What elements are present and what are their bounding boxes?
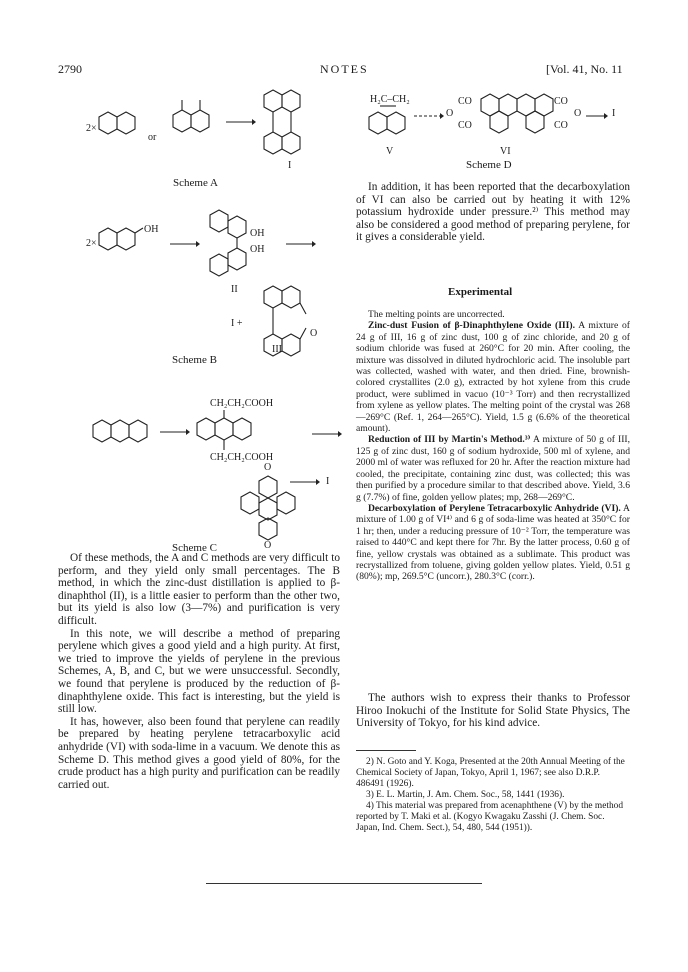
paragraph bbox=[356, 320, 630, 434]
oh-label-1: OH bbox=[250, 228, 265, 239]
ethylene-bridge-label: H₂C–CH₂ bbox=[370, 94, 410, 105]
paragraph: The authors wish to express their thanks to Professor Hiroo Inokuchi of the Institute for Solid State Physics, The University of Tokyo, for his kind advice. bbox=[356, 692, 630, 730]
oxygen-label: O bbox=[310, 328, 318, 339]
scheme-b-coefficient: 2× bbox=[86, 238, 97, 249]
paragraph bbox=[356, 434, 630, 502]
dashed-arrow bbox=[414, 112, 444, 120]
acknowledgement bbox=[356, 692, 630, 730]
carbonyl-label: CO bbox=[554, 96, 568, 107]
paragraph-title: Zinc-dust Fusion of β-Dinaphthylene Oxide (III). bbox=[368, 320, 575, 332]
diiodonaphthalene-structure bbox=[172, 96, 216, 140]
scheme-d-product: I bbox=[612, 108, 616, 119]
paragraph-body: A mixture of 50 g of III, 125 g of zinc dust, 160 g of sodium hydroxide, 500 ml of xylene, and 2000 ml of water was refluxed for 20 hr. After the reaction mixture had cooled, the precipitate, containing zinc dust, was collected; this was then purified by a procedure similar to that described above. Yield, 3.6 g (7.7%) of fine, golden yellow plates; mp, 268—269°C. bbox=[356, 434, 630, 503]
compound-ii-label: II bbox=[231, 284, 238, 295]
experimental-text bbox=[356, 309, 630, 583]
acenaphthene-structure bbox=[368, 104, 412, 140]
paragraph-title: Reduction of III by Martin's Method.³⁾ bbox=[368, 434, 531, 446]
carbonyl-label: CO bbox=[554, 120, 568, 131]
scheme-b-result: I + bbox=[231, 318, 243, 329]
side-chain-bottom: CH₂CH₂COOH bbox=[210, 452, 274, 463]
right-intro bbox=[356, 181, 630, 244]
section-heading: Experimental bbox=[448, 286, 513, 298]
page-number: 2790 bbox=[58, 62, 82, 76]
carbonyl-label: CO bbox=[458, 96, 472, 107]
page-end-rule bbox=[206, 883, 482, 884]
reaction-arrow bbox=[226, 118, 256, 126]
reaction-arrow bbox=[312, 430, 342, 438]
reaction-arrow bbox=[290, 478, 320, 486]
substituted-anthracene-structure bbox=[196, 408, 256, 454]
paragraph-body: A mixture of 24 g of III, 16 g of zinc dust, 100 g of zinc chloride, and 20 g of sodium chloride was fused at 260°C for 20 min. After cooling, the mixture was dissolved in diluted hydrochloric acid. The insoluble part was collected, washed with water, and then dried. Fine, brownish-colored crystallites (2.0 g), extracted by hot xylene from this crude product, were sublimed in vacuo (10⁻³ Torr) and then recrystallized from xylene as yellow plates. The melting point of the crystal was 268—269°C (Ref. 1, 264—265°C). Yield, 1.5 g (6.6% of the theoretical amount). bbox=[356, 320, 630, 435]
compound-vi-label: VI bbox=[500, 146, 511, 157]
paragraph: The melting points are uncorrected. bbox=[368, 309, 505, 320]
volume-info: [Vol. 41, No. 11 bbox=[546, 62, 623, 76]
running-head: NOTES bbox=[320, 62, 369, 76]
naphthalene-structure bbox=[98, 108, 138, 144]
paragraph: Of these methods, the A and C methods are very difficult to perform, and they yield only small percentages. The B method, in which the zinc-dust distillation is applied to β-dinaphthol (II), is a little easier to perform than the other two, but its yield is also low (3—7%) and purification is very difficult. bbox=[58, 552, 340, 627]
reaction-arrow bbox=[286, 240, 316, 248]
carbonyl-label: CO bbox=[458, 120, 472, 131]
perylene-structure bbox=[262, 88, 302, 156]
paragraph bbox=[356, 503, 630, 583]
reaction-arrow bbox=[160, 428, 190, 436]
oh-label-2: OH bbox=[250, 244, 265, 255]
compound-iii-label: III bbox=[272, 344, 282, 355]
paragraph-body: A mixture of 1.00 g of VI⁴⁾ and 6 g of soda-lime was heated at 350°C for 1 hr; then, under a reducing pressure of 10⁻² Torr, the temperature was raised to 440°C and kept there for 7hr. By the latter process, 0.60 g of fine, yellow crystals was obtained as a sublimate. This product was recrystallized from toluene, giving golden yellow plates. Yield, 0.51 g (80%); mp, 269.5°C (uncorr.), 280.3°C (corr.). bbox=[356, 502, 630, 583]
oxygen-label-top: O bbox=[264, 462, 272, 473]
oh-label: OH bbox=[144, 224, 159, 235]
paragraph-title: Decarboxylation of Perylene Tetracarboxylic Anhydride (VI). bbox=[368, 502, 621, 514]
reaction-arrow bbox=[586, 112, 608, 120]
footnote: 3) E. L. Martin, J. Am. Chem. Soc., 58, 1441 (1936). bbox=[366, 790, 565, 800]
scheme-a-product: I bbox=[288, 160, 292, 171]
scheme-c-product: I bbox=[326, 476, 330, 487]
paragraph: It has, however, also been found that perylene can readily be prepared by heating perylene tetracarboxylic acid anhydride (VI) with soda-lime in a vacuum. We denote this as Scheme D. This method gives a good yield of 80%, for the crude product has a high purity and purification can be readily carried out. bbox=[58, 715, 340, 791]
paragraph: In addition, it has been reported that the decarboxylation of VI can also be carried out by heating it with 12% potassium hydroxide under pressure.²⁾ This method may also be considered a good method of preparing perylene, for it gives a considerable yield. bbox=[356, 181, 630, 244]
scheme-a-coefficient: 2× bbox=[86, 123, 97, 134]
reaction-arrow bbox=[170, 240, 200, 248]
side-chain-top: CH₂CH₂COOH bbox=[210, 398, 274, 409]
dinaphthol-structure bbox=[208, 208, 258, 278]
footnote: 4) This material was prepared from acenaphthene (V) by the method reported by T. Maki et al. (Kogyo Kwagaku Zasshi (J. Chem. Soc. Japan, Ind. Chem. Sect.), 54, 480, 544 (1951)). bbox=[356, 801, 624, 833]
paragraph: In this note, we will describe a method of preparing perylene which gives a good yield and a high purity. At first, we tried to improve the yields of perylene in the previous Schemes, A, B, and C, but we were unsuccessful. Secondly, we found that perylene is produced by the reduction of β-dinaphthylene oxide. This fact is interesting, but the yield is still low. bbox=[58, 627, 340, 716]
scheme-d-caption: Scheme D bbox=[466, 159, 512, 171]
scheme-c-caption: Scheme C bbox=[172, 542, 217, 554]
scheme-a-caption: Scheme A bbox=[173, 177, 218, 189]
scheme-b-caption: Scheme B bbox=[172, 354, 217, 366]
anthracene-structure bbox=[92, 418, 152, 448]
footnote: 2) N. Goto and Y. Koga, Presented at the 20th Annual Meeting of the Chemical Society of Japan, Tokyo, April 1, 1967; see also D.R.P. 486491 (1926). bbox=[356, 757, 625, 789]
footnote-rule bbox=[356, 750, 416, 751]
or-label: or bbox=[148, 132, 157, 143]
compound-v-label: V bbox=[386, 146, 394, 157]
left-column-text bbox=[58, 552, 340, 791]
dinaphthylene-oxide-structure bbox=[262, 284, 312, 364]
footnotes bbox=[356, 757, 630, 834]
anhydride-oxygen-left: O bbox=[446, 108, 454, 119]
anhydride-oxygen-right: O bbox=[574, 108, 582, 119]
oxygen-label-bottom: O bbox=[264, 540, 272, 551]
perylene-dianhydride-structure bbox=[478, 92, 554, 136]
